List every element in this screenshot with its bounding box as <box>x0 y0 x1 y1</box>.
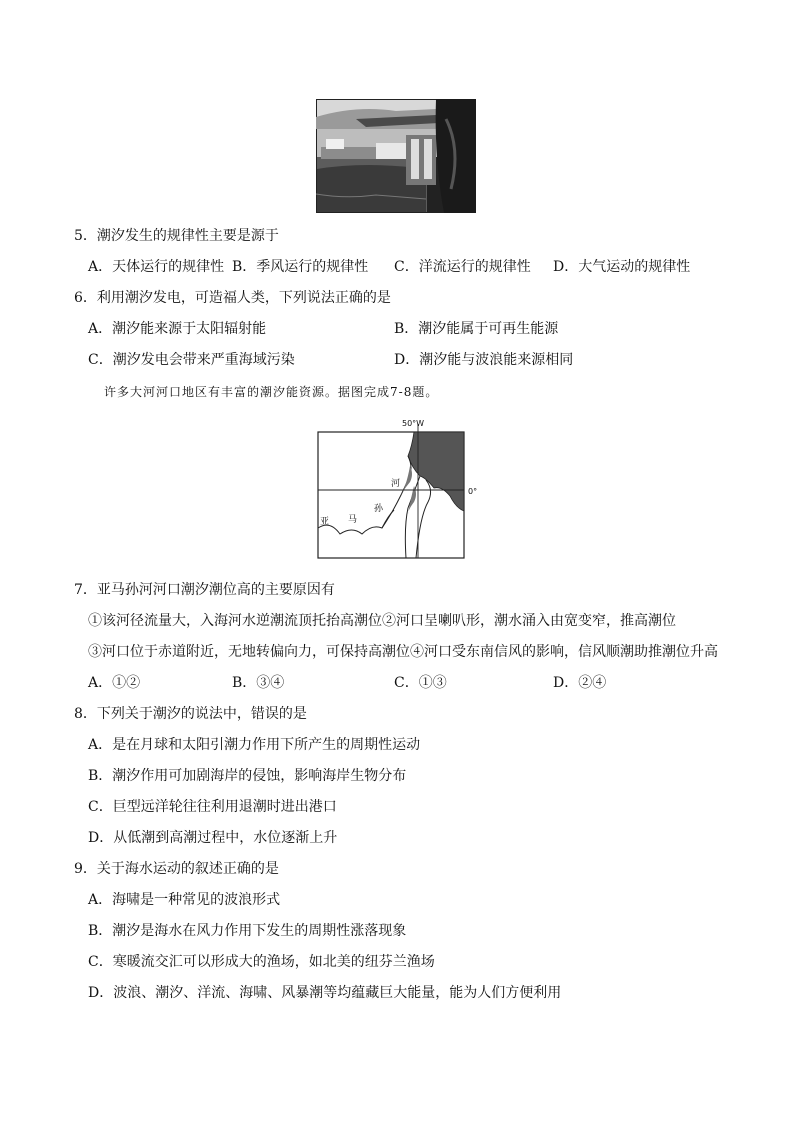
q6-option-d: D．潮汐能与波浪能来源相同 <box>394 352 574 368</box>
q9-stem: 9．关于海水运动的叙述正确的是 <box>74 861 279 877</box>
q5-option-b: B．季风运行的规律性 <box>232 259 369 275</box>
q7-statement-1: ①该河径流量大，入海河水逆潮流顶托抬高潮位②河口呈喇叭形，潮水涌入由宽变窄，推高潮位 <box>88 613 676 629</box>
q7-option-a: A．①② <box>88 675 141 691</box>
tidal-station-photo <box>316 99 476 213</box>
river-char-4: 河 <box>391 479 401 489</box>
q9-option-a: A．海啸是一种常见的波浪形式 <box>88 892 281 908</box>
amazon-estuary-map <box>316 416 476 560</box>
river-char-2: 马 <box>348 515 358 525</box>
q5-option-a: A．天体运行的规律性 <box>88 259 225 275</box>
q5-stem: 5．潮汐发生的规律性主要是源于 <box>74 228 279 244</box>
latitude-label: 0° <box>468 487 478 496</box>
q6-option-b: B．潮汐能属于可再生能源 <box>394 321 559 337</box>
map-intro-text: 许多大河河口地区有丰富的潮汐能资源。据图完成7-8题。 <box>104 385 439 399</box>
q7-statement-2: ③河口位于赤道附近，无地转偏向力，可保持高潮位④河口受东南信风的影响，信风顺潮助推潮位升高 <box>88 644 718 660</box>
q9-option-b: B．潮汐是海水在风力作用下发生的周期性涨落现象 <box>88 923 407 939</box>
q9-option-d: D．波浪、潮汐、洋流、海啸、风暴潮等均蕴藏巨大能量，能为人们方便利用 <box>88 985 562 1001</box>
q5-option-d: D．大气运动的规律性 <box>553 259 691 275</box>
q6-option-a: A．潮汐能来源于太阳辐射能 <box>88 321 267 337</box>
q7-option-c: C．①③ <box>394 675 447 691</box>
river-char-3: 孙 <box>374 504 384 514</box>
longitude-label: 50°W <box>402 419 425 428</box>
river-char-1: 亚 <box>320 517 330 527</box>
q8-option-b: B．潮汐作用可加剧海岸的侵蚀，影响海岸生物分布 <box>88 768 407 784</box>
q8-option-c: C．巨型远洋轮往往利用退潮时进出港口 <box>88 799 337 815</box>
q8-option-a: A．是在月球和太阳引潮力作用下所产生的周期性运动 <box>88 737 421 753</box>
q7-option-d: D．②④ <box>553 675 607 691</box>
q6-stem: 6．利用潮汐发电，可造福人类，下列说法正确的是 <box>74 290 391 306</box>
q6-option-c: C．潮汐发电会带来严重海域污染 <box>88 352 295 368</box>
q9-option-c: C．寒暖流交汇可以形成大的渔场，如北美的纽芬兰渔场 <box>88 954 435 970</box>
q7-stem: 7．亚马孙河河口潮汐潮位高的主要原因有 <box>74 582 335 598</box>
q5-option-c: C．洋流运行的规律性 <box>394 259 531 275</box>
q8-stem: 8．下列关于潮汐的说法中，错误的是 <box>74 706 307 722</box>
q8-option-d: D．从低潮到高潮过程中，水位逐渐上升 <box>88 830 338 846</box>
q7-option-b: B．③④ <box>232 675 285 691</box>
